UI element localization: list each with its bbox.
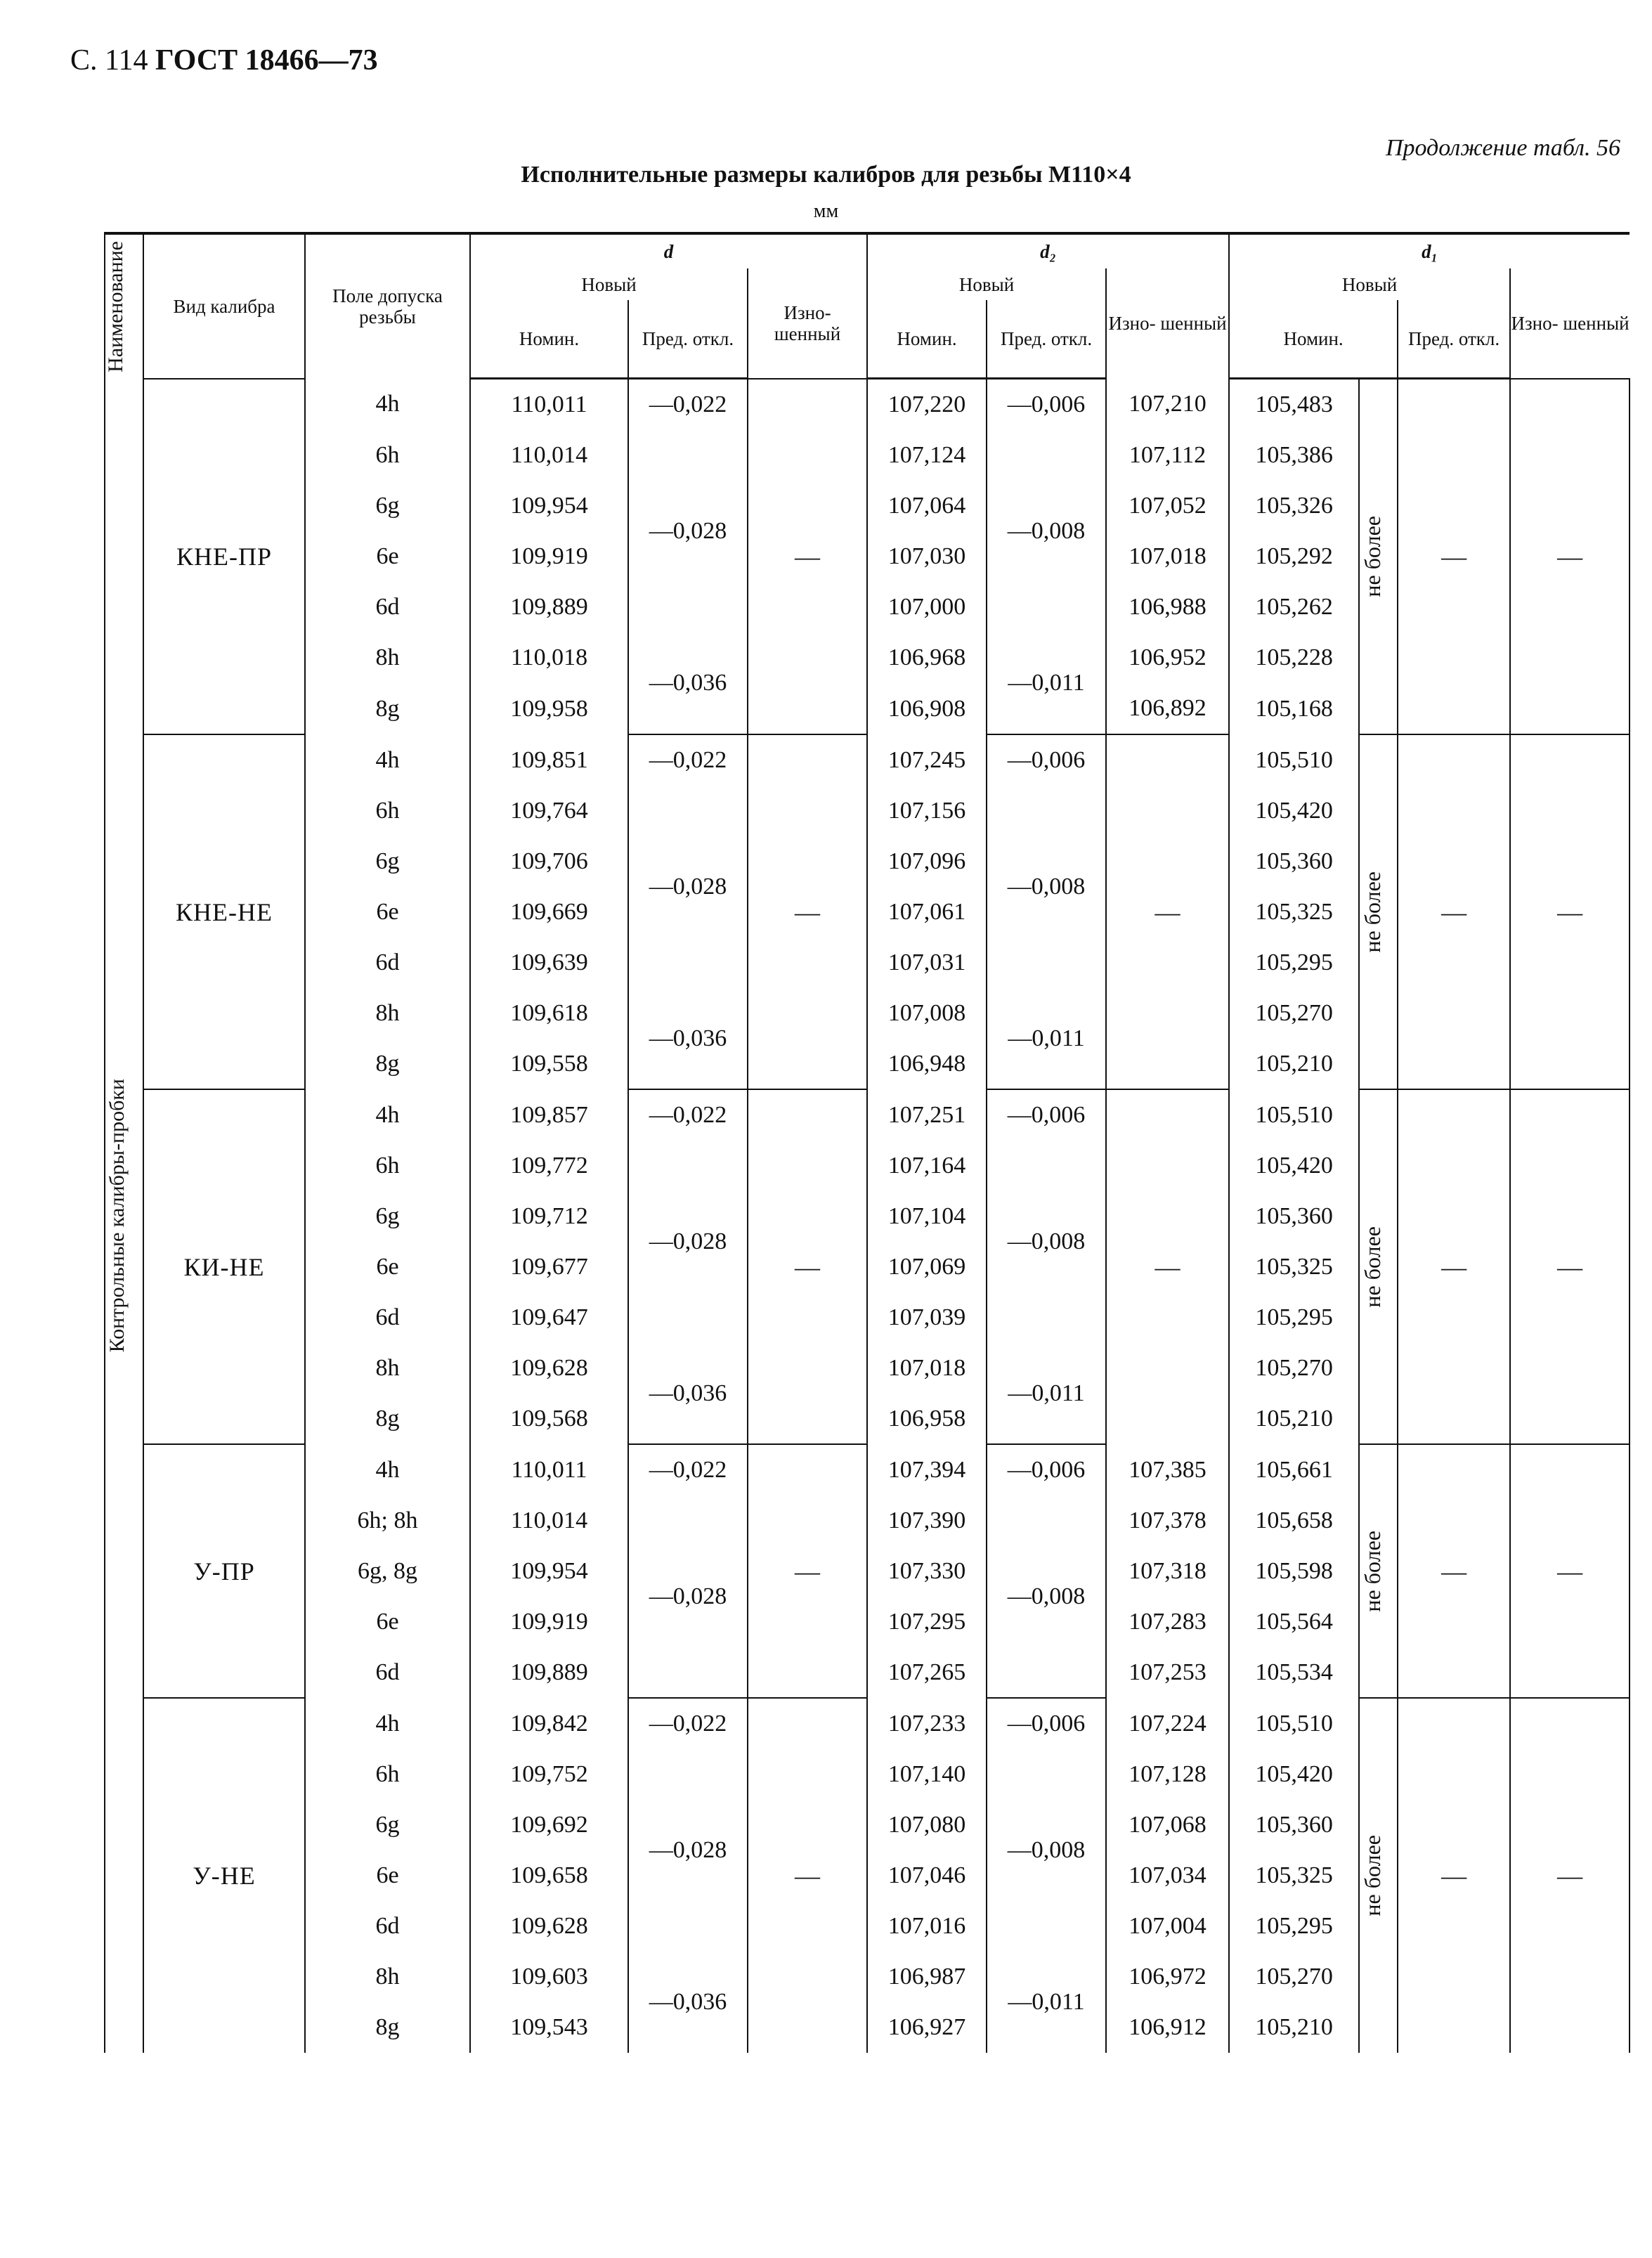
d-nom-cell: 109,919 [470,531,628,582]
d-nom-cell: 109,639 [470,937,628,988]
not-more-note: не более [1359,1089,1398,1444]
d2-worn-header: Изно- шенный [1106,268,1229,379]
dimensions-table [104,232,1630,2053]
d1-nom-cell: 105,262 [1229,582,1359,632]
d2-nom-cell: 106,987 [867,1952,987,2002]
table-row [105,1089,1630,1141]
d-nom-cell: 109,889 [470,1647,628,1698]
d2-worn-cell: 107,018 [1106,531,1229,582]
category-label: Контрольные калибры-пробки [105,379,143,2053]
page-header [70,44,378,77]
d1-nom-cell: 105,564 [1229,1597,1359,1647]
d1-nom-cell: 105,360 [1229,1800,1359,1850]
d2-nom-cell: 107,061 [867,887,987,937]
d2-worn-cell: 107,004 [1106,1901,1229,1952]
d-nom-cell: 110,014 [470,430,628,481]
d1-nom-cell: 105,228 [1229,632,1359,683]
d1-nom-cell: 105,325 [1229,1242,1359,1292]
d2-worn-cell: 107,112 [1106,430,1229,481]
d2-worn-cell: 107,385 [1106,1444,1229,1495]
d2-nom-cell: 107,330 [867,1546,987,1597]
d2-nom-cell: 107,018 [867,1343,987,1394]
d2-worn-cell: — [1106,734,1229,1089]
tolerance-cell: 6h; 8h [305,1495,470,1546]
d1-nom-cell: 105,325 [1229,887,1359,937]
gauge-kind: КНЕ-ПР [143,379,305,735]
tolerance-cell: 4h [305,1698,470,1749]
d1-nom-cell: 105,270 [1229,1343,1359,1394]
d1-nom-cell: 105,420 [1229,786,1359,836]
d-nom-cell: 109,628 [470,1343,628,1394]
tolerance-cell: 8g [305,1039,470,1089]
d-nom-cell: 109,889 [470,582,628,632]
d-worn-cell: — [748,1698,867,2053]
d1-nom-cell: 105,270 [1229,988,1359,1039]
d1-worn-cell: — [1510,1444,1630,1698]
d2-new-header: Новый [867,268,1106,300]
d1-worn-cell: — [1510,1089,1630,1444]
d1-nom-cell: 105,360 [1229,1191,1359,1242]
tolerance-cell: 6g [305,1191,470,1242]
d-worn-header: Изно- шенный [748,268,867,379]
d2-dev-cell: —0,008 [987,1749,1106,1952]
d2-dev-cell: —0,006 [987,379,1106,431]
col-d-header: d [470,233,867,268]
d2-nom-cell: 107,220 [867,379,987,431]
table-row [105,379,1630,431]
d1-dev-cell: — [1398,1698,1510,2053]
d2-nom-cell: 107,064 [867,481,987,531]
d1-new-header: Новый [1229,268,1510,300]
tolerance-cell: 6h [305,1141,470,1191]
not-more-note: не более [1359,379,1398,735]
d-nom-cell: 109,842 [470,1698,628,1749]
d1-nom-cell: 105,326 [1229,481,1359,531]
d2-dev-cell: —0,008 [987,1495,1106,1698]
d-nom-cell: 109,772 [470,1141,628,1191]
tolerance-cell: 6e [305,1850,470,1901]
d1-nom-header: Номин. [1229,300,1398,379]
d2-nom-cell: 107,008 [867,988,987,1039]
d-worn-cell: — [748,379,867,735]
d2-nom-cell: 107,156 [867,786,987,836]
d-dev-cell: —0,028 [628,1495,748,1698]
d-dev-cell: —0,022 [628,1444,748,1495]
d-worn-cell: — [748,734,867,1089]
d2-nom-cell: 106,927 [867,2002,987,2053]
d1-nom-cell: 105,210 [1229,1394,1359,1444]
d1-nom-cell: 105,420 [1229,1141,1359,1191]
d-dev-cell: —0,036 [628,1343,748,1444]
d1-nom-cell: 105,325 [1229,1850,1359,1901]
d2-dev-cell: —0,006 [987,734,1106,786]
d2-nom-cell: 106,908 [867,683,987,734]
d2-nom-cell: 107,104 [867,1191,987,1242]
d-nom-cell: 109,958 [470,683,628,734]
d2-nom-cell: 107,394 [867,1444,987,1495]
d1-nom-cell: 105,598 [1229,1546,1359,1597]
d2-worn-cell: 107,210 [1106,379,1229,431]
d1-nom-cell: 105,661 [1229,1444,1359,1495]
col-name-header: Наименование [105,233,143,379]
d-nom-cell: 109,851 [470,734,628,786]
d2-worn-cell: 107,318 [1106,1546,1229,1597]
d2-nom-cell: 107,124 [867,430,987,481]
continuation-note: Продолжение табл. 56 [1385,135,1620,161]
d2-nom-cell: 107,030 [867,531,987,582]
tolerance-cell: 6d [305,582,470,632]
d2-worn-cell: 107,052 [1106,481,1229,531]
d2-worn-cell: 106,972 [1106,1952,1229,2002]
d2-worn-cell: 107,283 [1106,1597,1229,1647]
d2-nom-cell: 107,164 [867,1141,987,1191]
tolerance-cell: 8g [305,683,470,734]
d1-nom-cell: 105,210 [1229,2002,1359,2053]
d2-worn-cell: — [1106,1089,1229,1444]
tolerance-cell: 6e [305,531,470,582]
gauge-kind: У-НЕ [143,1698,305,2053]
not-more-note: не более [1359,734,1398,1089]
d2-dev-cell: —0,011 [987,1343,1106,1444]
d-nom-header: Номин. [470,300,628,379]
tolerance-cell: 6d [305,1292,470,1343]
d2-nom-cell: 107,390 [867,1495,987,1546]
d-dev-header: Пред. откл. [628,300,748,379]
d-dev-cell: —0,022 [628,379,748,431]
d1-worn-header: Изно- шенный [1510,268,1630,379]
d-nom-cell: 109,954 [470,481,628,531]
d2-nom-cell: 107,245 [867,734,987,786]
d-nom-cell: 109,919 [470,1597,628,1647]
tolerance-cell: 6d [305,937,470,988]
col-tolerance-header: Поле допуска резьбы [305,233,470,379]
d-nom-cell: 109,764 [470,786,628,836]
col-kind-header: Вид калибра [143,233,305,379]
d-dev-cell: —0,036 [628,632,748,734]
table-row [105,734,1630,786]
d-nom-cell: 109,692 [470,1800,628,1850]
tolerance-cell: 6g [305,1800,470,1850]
d2-worn-cell: 106,988 [1106,582,1229,632]
d-nom-cell: 109,647 [470,1292,628,1343]
d2-worn-cell: 107,068 [1106,1800,1229,1850]
d2-dev-cell: —0,011 [987,632,1106,734]
unit-label: мм [813,200,839,222]
d2-dev-cell: —0,006 [987,1089,1106,1141]
tolerance-cell: 6d [305,1901,470,1952]
d-dev-cell: —0,022 [628,1089,748,1141]
gauge-kind: У-ПР [143,1444,305,1698]
tolerance-cell: 8h [305,1952,470,2002]
d-nom-cell: 109,752 [470,1749,628,1800]
d1-nom-cell: 105,295 [1229,1292,1359,1343]
not-more-note: не более [1359,1698,1398,2053]
d1-nom-cell: 105,386 [1229,430,1359,481]
tolerance-cell: 6e [305,1597,470,1647]
tolerance-cell: 8g [305,1394,470,1444]
d2-dev-cell: —0,008 [987,786,1106,988]
col-d2-header: d₂ [867,233,1229,268]
d-nom-cell: 109,603 [470,1952,628,2002]
d2-nom-cell: 107,096 [867,836,987,887]
d2-nom-cell: 107,251 [867,1089,987,1141]
tolerance-cell: 6h [305,430,470,481]
d2-nom-cell: 107,016 [867,1901,987,1952]
tolerance-cell: 6d [305,1647,470,1698]
d1-nom-cell: 105,420 [1229,1749,1359,1800]
d-worn-cell: — [748,1089,867,1444]
d2-nom-cell: 106,948 [867,1039,987,1089]
d-nom-cell: 109,543 [470,2002,628,2053]
d-nom-cell: 109,669 [470,887,628,937]
col-d1-header: d₁ [1229,233,1630,268]
d1-nom-cell: 105,658 [1229,1495,1359,1546]
d1-nom-cell: 105,483 [1229,379,1359,431]
tolerance-cell: 6h [305,786,470,836]
tolerance-cell: 6g [305,481,470,531]
d2-nom-cell: 107,069 [867,1242,987,1292]
d2-nom-cell: 106,968 [867,632,987,683]
table-title: Исполнительные размеры калибров для резьбы М110×4 [521,162,1131,188]
d-dev-cell: —0,022 [628,734,748,786]
tolerance-cell: 8g [305,2002,470,2053]
d1-nom-cell: 105,292 [1229,531,1359,582]
d2-dev-cell: —0,011 [987,988,1106,1089]
d2-nom-cell: 107,295 [867,1597,987,1647]
d2-dev-cell: —0,006 [987,1444,1106,1495]
d-dev-cell: —0,022 [628,1698,748,1749]
d-nom-cell: 109,558 [470,1039,628,1089]
d2-worn-cell: 107,253 [1106,1647,1229,1698]
d-nom-cell: 109,857 [470,1089,628,1141]
d1-dev-header: Пред. откл. [1398,300,1510,379]
d1-worn-cell: — [1510,1698,1630,2053]
d1-worn-cell: — [1510,734,1630,1089]
d-dev-cell: —0,036 [628,988,748,1089]
d2-worn-cell: 107,224 [1106,1698,1229,1749]
d2-worn-cell: 106,912 [1106,2002,1229,2053]
d2-dev-header: Пред. откл. [987,300,1106,379]
tolerance-cell: 4h [305,734,470,786]
d2-worn-cell: 106,952 [1106,632,1229,683]
d1-dev-cell: — [1398,1444,1510,1698]
d-nom-cell: 109,568 [470,1394,628,1444]
d2-worn-cell: 107,128 [1106,1749,1229,1800]
d1-nom-cell: 105,295 [1229,1901,1359,1952]
d2-worn-cell: 107,378 [1106,1495,1229,1546]
d2-nom-cell: 107,031 [867,937,987,988]
tolerance-cell: 6e [305,1242,470,1292]
tolerance-cell: 4h [305,1444,470,1495]
d2-worn-cell: 107,034 [1106,1850,1229,1901]
d-worn-cell: — [748,1444,867,1698]
d-nom-cell: 109,706 [470,836,628,887]
d1-nom-cell: 105,510 [1229,1698,1359,1749]
d-nom-cell: 109,658 [470,1850,628,1901]
d1-nom-cell: 105,510 [1229,734,1359,786]
d1-nom-cell: 105,360 [1229,836,1359,887]
d2-dev-cell: —0,008 [987,1141,1106,1343]
tolerance-cell: 6e [305,887,470,937]
d1-nom-cell: 105,270 [1229,1952,1359,2002]
d2-nom-cell: 106,958 [867,1394,987,1444]
d1-dev-cell: — [1398,1089,1510,1444]
d-nom-cell: 109,712 [470,1191,628,1242]
d2-nom-header: Номин. [867,300,987,379]
d2-nom-cell: 107,080 [867,1800,987,1850]
d-nom-cell: 110,011 [470,379,628,431]
d-dev-cell: —0,036 [628,1952,748,2053]
d-nom-cell: 110,011 [470,1444,628,1495]
tolerance-cell: 4h [305,1089,470,1141]
d1-nom-cell: 105,168 [1229,683,1359,734]
d1-nom-cell: 105,534 [1229,1647,1359,1698]
tolerance-cell: 8h [305,1343,470,1394]
d2-nom-cell: 107,233 [867,1698,987,1749]
standard-number: ГОСТ 18466—73 [155,44,378,77]
d-nom-cell: 110,014 [470,1495,628,1546]
d-dev-cell: —0,028 [628,786,748,988]
d2-worn-cell: 106,892 [1106,683,1229,734]
tolerance-cell: 4h [305,379,470,431]
d-nom-cell: 109,618 [470,988,628,1039]
d-nom-cell: 109,628 [470,1901,628,1952]
d2-dev-cell: —0,006 [987,1698,1106,1749]
tolerance-cell: 8h [305,632,470,683]
d2-nom-cell: 107,039 [867,1292,987,1343]
tolerance-cell: 6g, 8g [305,1546,470,1597]
d1-dev-cell: — [1398,734,1510,1089]
d-dev-cell: —0,028 [628,1749,748,1952]
gauge-kind: КИ-НЕ [143,1089,305,1444]
d2-dev-cell: —0,008 [987,430,1106,632]
d1-dev-cell: — [1398,379,1510,735]
table-body [105,379,1630,2053]
d2-nom-cell: 107,046 [867,1850,987,1901]
tolerance-cell: 8h [305,988,470,1039]
d1-nom-cell: 105,210 [1229,1039,1359,1089]
d-new-header: Новый [470,268,748,300]
table-row [105,1698,1630,1749]
d1-worn-cell: — [1510,379,1630,735]
d2-nom-cell: 107,265 [867,1647,987,1698]
d1-nom-cell: 105,510 [1229,1089,1359,1141]
d2-nom-cell: 107,000 [867,582,987,632]
table-row [105,1444,1630,1495]
d-nom-cell: 110,018 [470,632,628,683]
d-dev-cell: —0,028 [628,430,748,632]
tolerance-cell: 6g [305,836,470,887]
d-nom-cell: 109,954 [470,1546,628,1597]
gauge-kind: КНЕ-НЕ [143,734,305,1089]
d-dev-cell: —0,028 [628,1141,748,1343]
not-more-note: не более [1359,1444,1398,1698]
tolerance-cell: 6h [305,1749,470,1800]
d2-dev-cell: —0,011 [987,1952,1106,2053]
d2-nom-cell: 107,140 [867,1749,987,1800]
page-number: С. 114 [70,44,148,77]
d1-nom-cell: 105,295 [1229,937,1359,988]
d-nom-cell: 109,677 [470,1242,628,1292]
